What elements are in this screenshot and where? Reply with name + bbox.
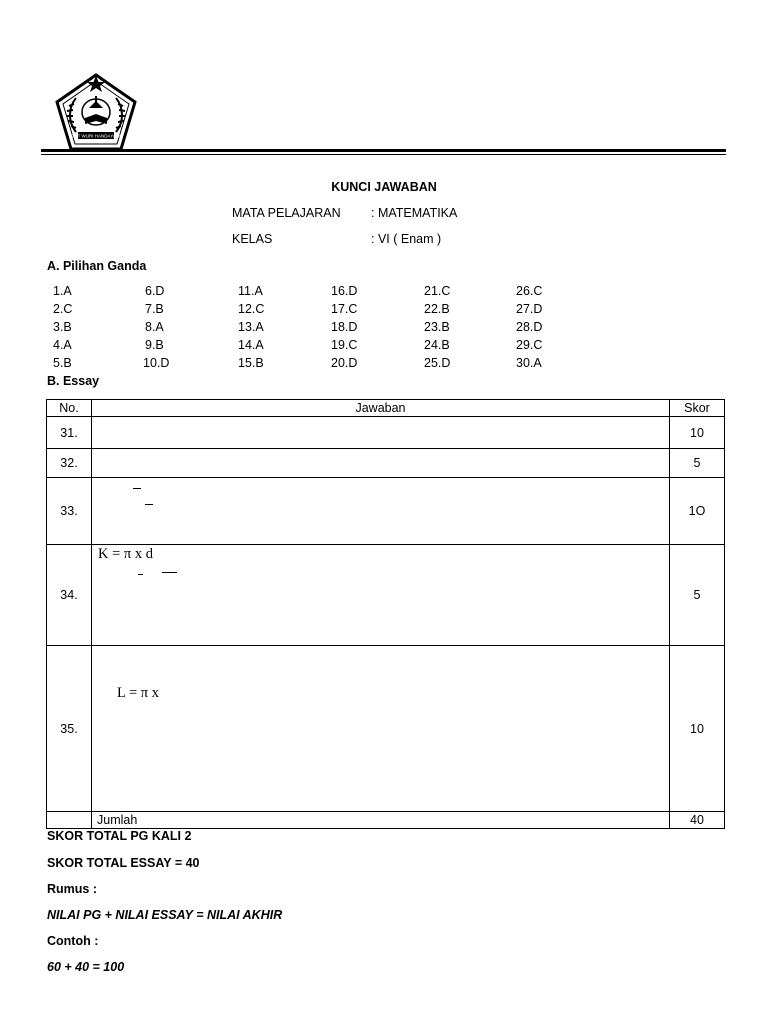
mc-answer-13: 13.A	[238, 320, 264, 334]
row-score: 10	[670, 417, 725, 449]
mc-answer-19: 19.C	[331, 338, 358, 352]
mc-answer-22: 22.B	[424, 302, 450, 316]
row-number: 35.	[47, 646, 92, 812]
table-total-row	[47, 812, 725, 829]
mc-answer-9: 9.B	[145, 338, 164, 352]
header-rule-thin	[41, 154, 726, 155]
answer-cell	[92, 478, 670, 545]
formula-area: L = π x	[117, 685, 159, 701]
total-empty-cell	[47, 812, 92, 829]
mc-answer-16: 16.D	[331, 284, 358, 298]
mc-answer-30: 30.A	[516, 356, 542, 370]
answer-cell	[92, 646, 670, 812]
table-row	[47, 545, 725, 646]
row-number: 32.	[47, 449, 92, 478]
mc-answer-12: 12.C	[238, 302, 265, 316]
mc-answer-1: 1.A	[53, 284, 72, 298]
total-label: Jumlah	[92, 812, 670, 829]
mc-answer-5: 5.B	[53, 356, 72, 370]
answer-cell	[92, 449, 670, 478]
mc-answer-23: 23.B	[424, 320, 450, 334]
essay-title: B. Essay	[47, 374, 100, 388]
mc-answer-20: 20.D	[331, 356, 358, 370]
mc-answer-2: 2.C	[53, 302, 73, 316]
mc-answer-7: 7.B	[145, 302, 164, 316]
mc-answer-17: 17.C	[331, 302, 358, 316]
mc-answer-24: 24.B	[424, 338, 450, 352]
header-rule-thick	[41, 149, 726, 152]
fraction-bar	[133, 488, 141, 489]
pg-total-note: SKOR TOTAL PG KALI 2	[47, 829, 192, 843]
answer-cell	[92, 417, 670, 449]
example-calculation: 60 + 40 = 100	[47, 960, 125, 974]
class-label: KELAS	[232, 232, 273, 246]
fraction-bar	[138, 574, 143, 575]
fraction-bar	[145, 504, 153, 505]
formula-circumference: K = π x d	[98, 546, 153, 562]
row-number: 31.	[47, 417, 92, 449]
row-score: 5	[670, 545, 725, 646]
mc-answer-25: 25.D	[424, 356, 451, 370]
mc-answer-8: 8.A	[145, 320, 164, 334]
mc-answer-3: 3.B	[53, 320, 72, 334]
row-number: 34.	[47, 545, 92, 646]
mc-answer-18: 18.D	[331, 320, 358, 334]
formula-label: Rumus :	[47, 882, 97, 896]
subject-value: : MATEMATIKA	[371, 206, 458, 220]
mc-answer-15: 15.B	[238, 356, 264, 370]
mc-answer-10: 10.D	[143, 356, 170, 370]
row-number: 33.	[47, 478, 92, 545]
subject-label: MATA PELAJARAN	[232, 206, 341, 220]
document-title: KUNCI JAWABAN	[331, 180, 437, 194]
table-row	[47, 478, 725, 545]
multiple-choice-title: A. Pilihan Ganda	[47, 259, 147, 273]
mc-answer-21: 21.C	[424, 284, 451, 298]
mc-answer-27: 27.D	[516, 302, 543, 316]
header-no: No.	[47, 400, 92, 417]
mc-answer-28: 28.D	[516, 320, 543, 334]
class-value: : VI ( Enam )	[371, 232, 442, 246]
example-label: Contoh :	[47, 934, 99, 948]
mc-answer-11: 11.A	[238, 284, 263, 298]
fraction-bar	[162, 572, 177, 573]
emblem-motto: TUT WURI HANDAYANI	[71, 133, 121, 139]
essay-table	[46, 399, 725, 829]
header-score: Skor	[670, 400, 725, 417]
essay-total-note: SKOR TOTAL ESSAY = 40	[47, 856, 200, 870]
table-row	[47, 646, 725, 812]
row-score: 1O	[670, 478, 725, 545]
row-score: 5	[670, 449, 725, 478]
mc-answer-4: 4.A	[53, 338, 72, 352]
school-crest-icon	[54, 72, 138, 152]
final-score-formula: NILAI PG + NILAI ESSAY = NILAI AKHIR	[47, 908, 283, 922]
table-header-row	[47, 400, 725, 417]
row-score: 10	[670, 646, 725, 812]
answer-cell	[92, 545, 670, 646]
mc-answer-29: 29.C	[516, 338, 543, 352]
mc-answer-6: 6.D	[145, 284, 165, 298]
mc-answer-14: 14.A	[238, 338, 264, 352]
total-score: 40	[670, 812, 725, 829]
table-row	[47, 417, 725, 449]
mc-answer-26: 26.C	[516, 284, 543, 298]
header-answer: Jawaban	[92, 400, 670, 417]
table-row	[47, 449, 725, 478]
